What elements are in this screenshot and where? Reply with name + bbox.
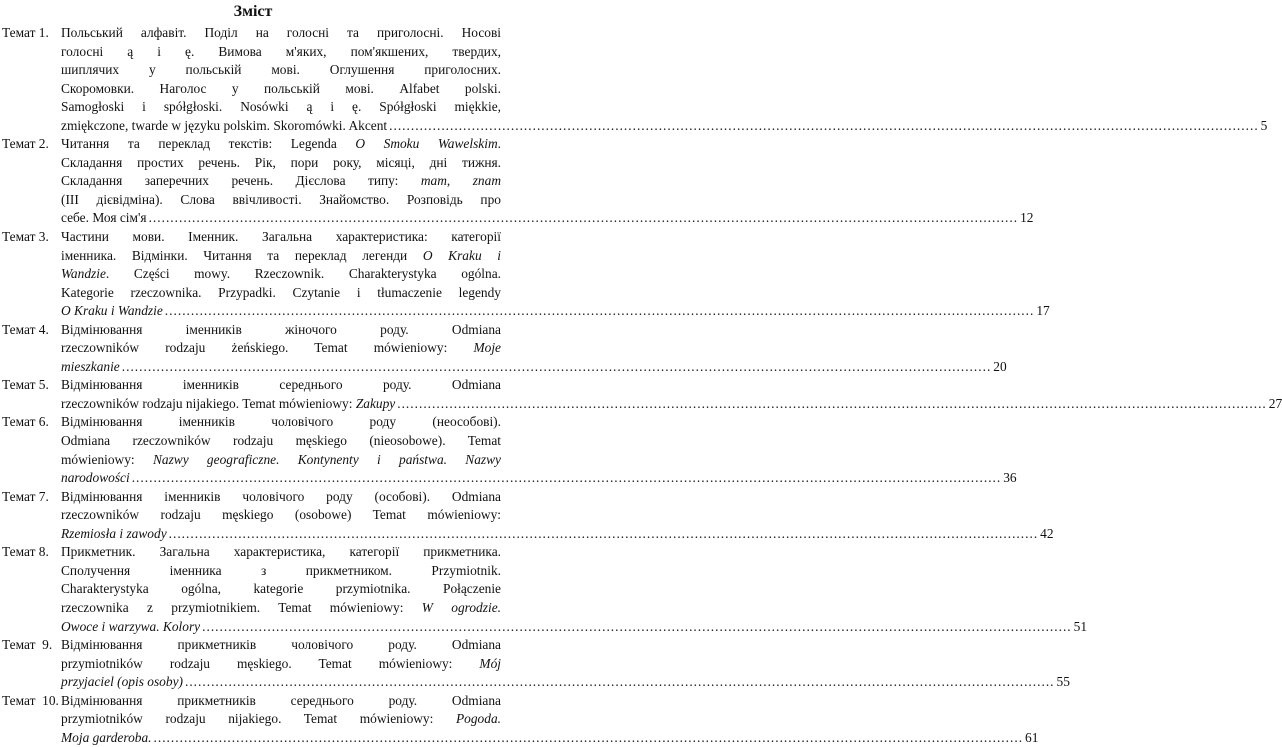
toc-entry-line-text: rzeczowników rodzaju nijakiego. Temat mówieniowy: Zakupy: [61, 395, 396, 411]
toc-entry-line: (III дієвідміна). Слова ввічливості. Знайомство. Розповідь про: [61, 191, 501, 207]
toc-entry-line-text: Moja garderoba.: [61, 729, 152, 745]
toc-entry-line: [61, 469, 1017, 488]
toc-entry-line: Складання простих речень. Рік, пори року, місяці, дні тижня.: [61, 154, 501, 170]
leader-dots: ........................................................................................................................................................................................................: [202, 618, 1072, 634]
toc-entry-line-text: narodowości: [61, 470, 130, 486]
toc-entry-line: Відмінювання іменників середнього роду. Odmiana: [61, 377, 501, 393]
toc-entry-text: [61, 488, 1054, 544]
toc-entry-text: [61, 228, 1050, 321]
toc-entry-line: Складання заперечних речень. Дієслова типу: mam, znam: [61, 173, 501, 189]
toc-entry-line: Samogłoski i spółgłoski. Nosówki ą i ę. Spółgłoski miękkie,: [61, 99, 501, 115]
page-number: 12: [1020, 210, 1034, 226]
leader-dots: ........................................................................................................................................................................................................: [153, 729, 1024, 745]
toc-entry-label: Темат 9.: [2, 637, 53, 653]
toc-entry-line: Польський алфавіт. Поділ на голосні та приголосні. Носові: [61, 25, 501, 40]
page-number: 61: [1025, 729, 1039, 745]
toc-entry-text: [61, 543, 1088, 636]
toc-entry[interactable]: [0, 376, 1282, 413]
toc-entry-line: Відмінювання іменників чоловічого роду (особові). Odmiana: [61, 488, 501, 504]
leader-dots: ........................................................................................................................................................................................................: [148, 210, 1019, 226]
toc-entry-line: Wandzie. Części mowy. Rzeczownik. Charakterystyka ogólna.: [61, 266, 501, 282]
toc-entry-text: [61, 24, 1268, 135]
toc-entry-line: Відмінювання іменників чоловічого роду (неособові).: [61, 414, 501, 430]
toc-entry-label: Темат 10.: [2, 692, 59, 708]
toc-entry-line: Відмінювання іменників жіночого роду. Odmiana: [61, 321, 501, 337]
toc-entry-line: Odmiana rzeczowników rodzaju męskiego (nieosobowe). Temat: [61, 433, 501, 449]
toc-entry-label: Темат 1.: [2, 25, 49, 40]
toc-entry-label: Темат 4.: [2, 321, 49, 337]
toc-entry-line: Частини мови. Іменник. Загальна характеристика: категорії: [61, 229, 501, 245]
toc-entry-line: Читання та переклад текстів: Legenda O Smoku Wawelskim.: [61, 136, 501, 152]
page-number: 20: [993, 358, 1007, 374]
toc-entry-text: [61, 376, 1282, 413]
leader-dots: ........................................................................................................................................................................................................: [168, 525, 1039, 541]
toc-entry-line: rzeczownika z przymiotnikiem. Temat mówieniowy: W ogrodzie.: [61, 599, 501, 615]
leader-dots: ........................................................................................................................................................................................................: [397, 395, 1267, 411]
toc-entry[interactable]: [0, 636, 1070, 692]
toc-entry[interactable]: [0, 24, 1268, 135]
toc-entry-line-text: mieszkanie: [61, 358, 120, 374]
leader-dots: ........................................................................................................................................................................................................: [184, 674, 1055, 690]
page-number: 27: [1268, 395, 1282, 411]
toc-entry-line-text: O Kraku i Wandzie: [61, 303, 163, 319]
page-number: 55: [1056, 674, 1070, 690]
leader-dots: ........................................................................................................................................................................................................: [389, 117, 1259, 133]
toc-entry-line: [61, 302, 1050, 321]
toc-entry-line: Kategorie rzeczownika. Przypadki. Czytanie i tłumaczenie legendy: [61, 284, 501, 300]
toc-entry-line-text: Owoce i warzywa. Kolory: [61, 618, 201, 634]
toc-entries: [0, 24, 1282, 747]
toc-entry-text: [61, 413, 1017, 487]
leader-dots: ........................................................................................................................................................................................................: [131, 470, 1002, 486]
toc-entry[interactable]: [0, 692, 1039, 747]
toc-entry[interactable]: [0, 488, 1054, 544]
toc-entry-label: Темат 6.: [2, 414, 49, 430]
toc-entry-text: [61, 636, 1070, 692]
toc-entry-line: [61, 395, 1282, 414]
page-number: 51: [1073, 618, 1088, 634]
toc-entry-label: Темат 7.: [2, 488, 49, 504]
toc-entry-line: [61, 673, 1070, 692]
toc-entry-line: [61, 618, 1088, 637]
toc-entry-label: Темат 2.: [2, 136, 49, 152]
toc-entry-line: rzeczowników rodzaju męskiego (osobowe) Temat mówieniowy:: [61, 507, 501, 523]
page-number: 36: [1003, 470, 1017, 486]
toc-entry-line: іменника. Відмінки. Читання та переклад легенди O Kraku i: [61, 247, 501, 263]
page-number: 17: [1036, 303, 1050, 319]
toc-entry-line: mówieniowy: Nazwy geograficzne. Kontynenty i państwa. Nazwy: [61, 451, 501, 467]
toc-entry-line: [61, 209, 1034, 228]
toc-entry[interactable]: [0, 413, 1017, 487]
toc-entry-line: голосні ą і ę. Вимова м'яких, пом'якшених, твердих,: [61, 43, 501, 59]
toc-entry-label: Темат 8.: [2, 544, 49, 560]
toc-entry[interactable]: [0, 228, 1050, 321]
toc-entry[interactable]: [0, 321, 1007, 377]
page-title: Зміст: [233, 3, 273, 20]
page-number: 42: [1040, 525, 1054, 541]
toc-entry-line: Сполучення іменника з прикметником. Przymiotnik.: [61, 562, 501, 578]
toc-entry-line: [61, 729, 1039, 747]
page-number: 5: [1260, 117, 1268, 133]
toc-entry-line: [61, 358, 1007, 377]
toc-entry-label: Темат 5.: [2, 377, 49, 393]
toc-entry-line: [61, 525, 1054, 544]
toc-entry-line: przymiotników rodzaju nijakiego. Temat mówieniowy: Pogoda.: [61, 711, 501, 727]
toc-entry-line: Скоромовки. Наголос у польській мові. Alfabet polski.: [61, 80, 501, 96]
toc-entry-line: Відмінювання прикметників середнього роду. Odmiana: [61, 692, 501, 708]
toc-entry-line: Відмінювання прикметників чоловічого роду. Odmiana: [61, 637, 501, 653]
toc-entry-text: [61, 321, 1007, 377]
toc-entry-text: [61, 135, 1034, 228]
toc-entry-label: Темат 3.: [2, 229, 49, 245]
toc-entry-line-text: przyjaciel (opis osoby): [61, 674, 183, 690]
toc-entry-text: [61, 692, 1039, 747]
toc-entry-line: Прикметник. Загальна характеристика, категорії прикметника.: [61, 544, 501, 560]
toc-entry-line: Charakterystyka ogólna, kategorie przymiotnika. Połączenie: [61, 581, 501, 597]
toc-entry[interactable]: [0, 543, 1088, 636]
toc-entry-line: przymiotników rodzaju męskiego. Temat mówieniowy: Mój: [61, 655, 501, 671]
leader-dots: ........................................................................................................................................................................................................: [121, 358, 992, 374]
toc-entry[interactable]: [0, 135, 1034, 228]
toc-entry-line-text: себе. Моя сім'я: [61, 210, 147, 226]
leader-dots: ........................................................................................................................................................................................................: [164, 303, 1035, 319]
toc-entry-line: [61, 117, 1268, 136]
toc-entry-line: rzeczowników rodzaju żeńskiego. Temat mówieniowy: Moje: [61, 340, 501, 356]
toc-entry-line: шиплячих у польській мові. Оглушення приголосних.: [61, 62, 501, 78]
toc-entry-line-text: Rzemiosła i zawody: [61, 525, 167, 541]
toc-entry-line-text: zmiękczone, twarde w języku polskim. Skoromówki. Akcent: [61, 117, 388, 133]
